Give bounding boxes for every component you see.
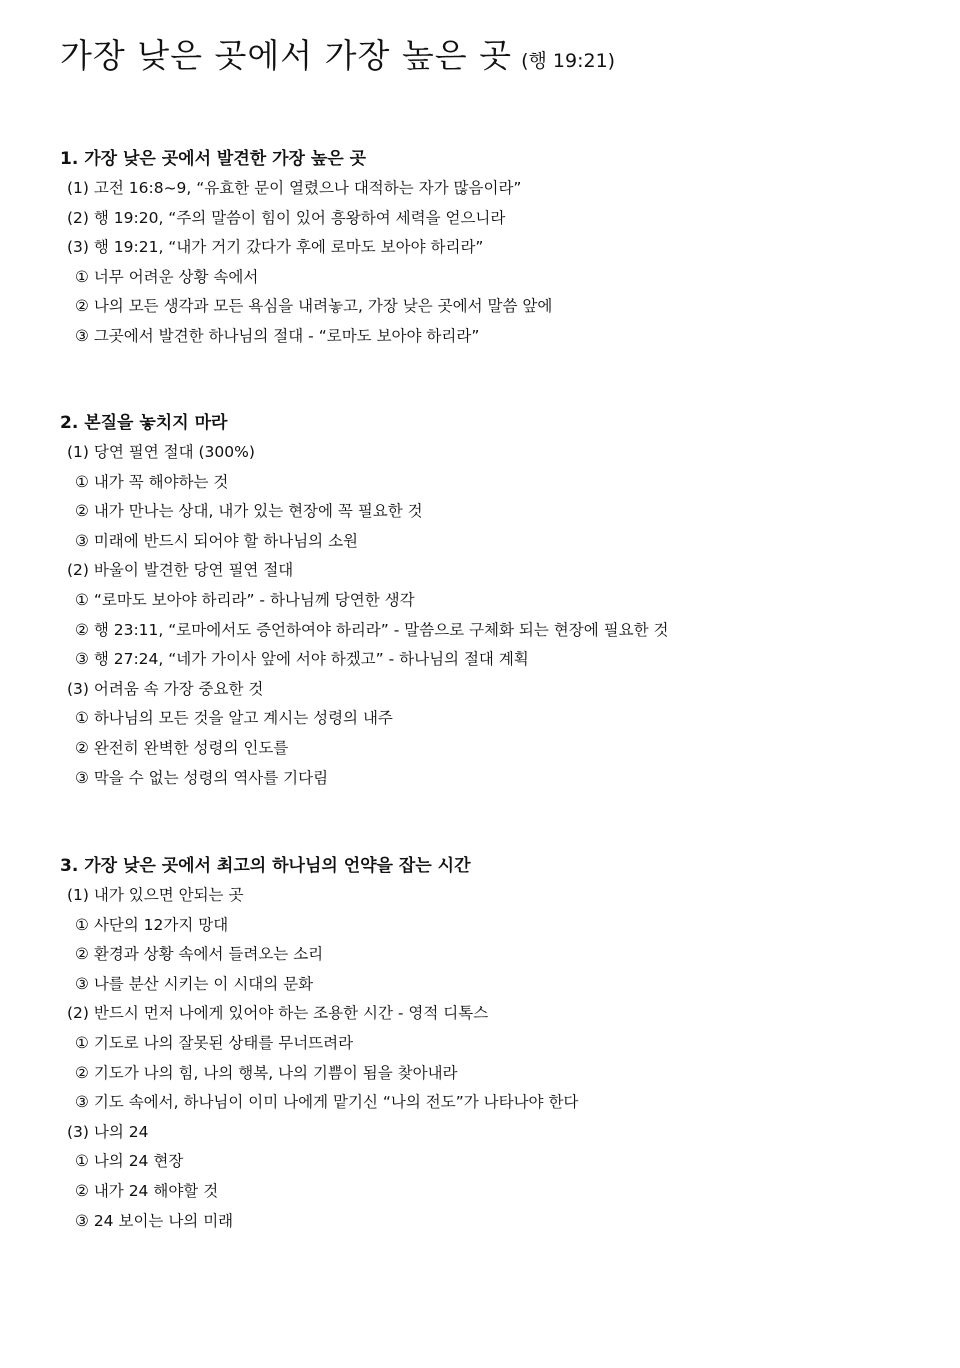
outline-subitem: ③ 미래에 반드시 되어야 할 하나님의 소원 xyxy=(75,531,359,550)
outline-subitem: ③ 나를 분산 시키는 이 시대의 문화 xyxy=(75,974,314,993)
outline-subitem: ③ 행 27:24, “네가 가이사 앞에 서야 하겠고” - 하나님의 절대 계획 xyxy=(75,650,529,669)
outline-subitem: ③ 막을 수 없는 성령의 역사를 기다림 xyxy=(75,768,329,787)
outline-subitem: ③ 24 보이는 나의 미래 xyxy=(75,1211,234,1230)
outline-subitem: ① “로마도 보아야 하리라” - 하나님께 당연한 생각 xyxy=(75,590,415,609)
outline-subitem: ② 기도가 나의 힘, 나의 행복, 나의 기쁨이 됨을 찾아내라 xyxy=(75,1063,458,1082)
outline-item: (1) 내가 있으면 안되는 곳 xyxy=(67,886,244,904)
title-reference: (행 19:21) xyxy=(521,50,616,72)
outline-item: (2) 반드시 먼저 나에게 있어야 하는 조용한 시간 - 영적 디톡스 xyxy=(67,1004,489,1023)
outline-item: (3) 나의 24 xyxy=(67,1122,149,1141)
section-3 xyxy=(60,851,578,1236)
outline-item: (3) 행 19:21, “내가 거기 갔다가 후에 로마도 보아야 하리라” xyxy=(67,238,484,257)
section-1 xyxy=(60,144,552,352)
outline-item: (1) 당연 필연 절대 (300%) xyxy=(67,443,255,461)
outline-subitem: ② 나의 모든 생각과 모든 욕심을 내려놓고, 가장 낮은 곳에서 말씀 앞에 xyxy=(75,297,553,316)
section-heading: 2. 본질을 놓치지 마라 xyxy=(60,413,228,433)
outline-subitem: ① 기도로 나의 잘못된 상태를 무너뜨려라 xyxy=(75,1033,354,1052)
outline-subitem: ② 환경과 상황 속에서 들려오는 소리 xyxy=(75,945,324,964)
outline-subitem: ③ 그곳에서 발견한 하나님의 절대 - “로마도 보아야 하리라” xyxy=(75,326,480,345)
outline-subitem: ① 하나님의 모든 것을 알고 계시는 성령의 내주 xyxy=(75,709,393,728)
outline-item: (2) 바울이 발견한 당연 필연 절대 xyxy=(67,561,294,580)
outline-item: (1) 고전 16:8~9, “유효한 문이 열렸으나 대적하는 자가 많음이라” xyxy=(67,179,522,197)
title-main: 가장 낮은 곳에서 가장 높은 곳 xyxy=(60,36,512,75)
outline-subitem: ② 내가 만나는 상대, 내가 있는 현장에 꼭 필요한 것 xyxy=(75,502,423,521)
outline-subitem: ① 나의 24 현장 xyxy=(75,1152,184,1171)
outline-item: (2) 행 19:20, “주의 말씀이 힘이 있어 흥왕하여 세력을 얻으니라 xyxy=(67,208,506,227)
section-heading: 1. 가장 낮은 곳에서 발견한 가장 높은 곳 xyxy=(60,149,367,169)
outline-subitem: ② 완전히 완벽한 성령의 인도를 xyxy=(75,738,289,757)
outline-subitem: ② 행 23:11, “로마에서도 증언하여야 하리라” - 말씀으로 구체화 되는 현장에 필요한 것 xyxy=(75,620,669,639)
outline-item: (3) 어려움 속 가장 중요한 것 xyxy=(67,679,264,698)
section-heading: 3. 가장 낮은 곳에서 최고의 하나님의 언약을 잡는 시간 xyxy=(60,856,471,876)
outline-subitem: ① 내가 꼭 해야하는 것 xyxy=(75,472,229,491)
outline-subitem: ② 내가 24 해야할 것 xyxy=(75,1181,219,1200)
outline-subitem: ③ 기도 속에서, 하나님이 이미 나에게 맡기신 “나의 전도”가 나타나야 한다 xyxy=(75,1093,579,1112)
document-title xyxy=(60,30,615,77)
section-2 xyxy=(60,408,668,793)
outline-subitem: ① 사단의 12가지 망대 xyxy=(75,915,229,934)
outline-subitem: ① 너무 어려운 상황 속에서 xyxy=(75,267,259,286)
